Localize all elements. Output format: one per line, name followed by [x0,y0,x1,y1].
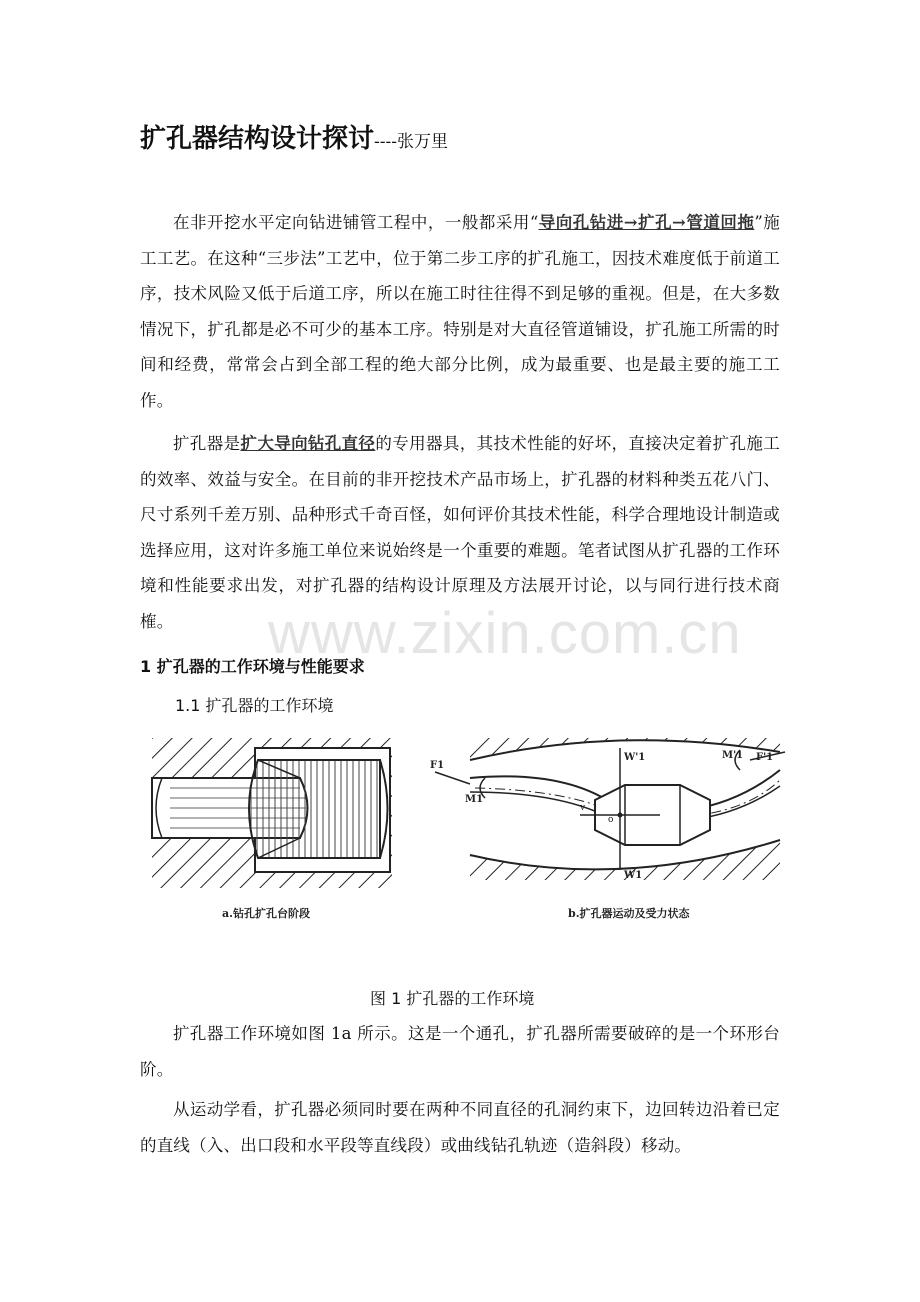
label-f-right: F'1 [756,752,774,763]
figure-1-drawing [140,730,790,905]
title-author: ----张万里 [374,132,448,152]
p1-text-after: ”施工工艺。在这种“三步法”工艺中，位于第二步工序的扩孔施工，因技术难度低于前道工序，技术风险又低于后道工序，所以在施工时往往得不到足够的重视。但是，在大多数情况下，扩孔都是必不可少的基本工序。特别是对大直径管道铺设，扩孔施工所需的时间和经费，常常会占到全部工程的绝大部分比例，成为最重要、也是最主要的施工工作。 [140,213,780,410]
label-v: v [580,803,586,813]
label-w-top: W'1 [624,752,646,763]
figure-1 [140,730,790,925]
body-paragraph-4: 从运动学看，扩孔器必须同时要在两种不同直径的孔洞约束下，边回转边沿着已定的直线（入、出口段和水平段等直线段）或曲线钻孔轨迹（造斜段）移动。 [140,1100,780,1155]
p1-text-before: 在非开挖水平定向钻进铺管工程中，一般都采用“ [173,213,539,232]
title-main: 扩孔器结构设计探讨 [140,124,375,154]
intro-paragraph-2 [140,426,780,640]
watermark: www.zixin.com.cn [268,601,742,666]
body-paragraph-3: 扩孔器工作环境如图 1a 所示。这是一个通孔，扩孔器所需要破碎的是一个环形台阶。 [140,1024,780,1079]
figure-caption-a: a.钻孔扩孔台阶段 [222,907,310,920]
label-m-right: M'1 [722,750,744,761]
p2-text-after: 的专用器具，其技术性能的好坏，直接决定着扩孔施工的效率、效益与安全。在目前的非开挖技术产品市场上，扩孔器的材料种类五花八门、尺寸系列千差万别、品种形式千奇百怪，如何评价其技术性能，科学合理地设计制造或选择应用，这对许多施工单位来说始终是一个重要的难题。笔者试图从扩孔器的工作环境和性能要求出发，对扩孔器的结构设计原理及方法展开讨论，以与同行进行技术商榷。 [140,434,780,631]
section-heading-1: 1 扩孔器的工作环境与性能要求 [140,657,365,676]
document-title [140,118,448,155]
p1-underlined-term: 导向孔钻进→扩孔→管道回拖 [538,213,755,232]
intro-paragraph-1 [140,205,780,419]
label-w-bottom: W1 [624,870,643,881]
p2-underlined-term: 扩大导向钻孔直径 [240,434,376,453]
figure-1-caption: 图 1 扩孔器的工作环境 [370,989,535,1008]
p2-text-before: 扩孔器是 [173,434,241,453]
subsection-heading-1-1: 1.1 扩孔器的工作环境 [175,696,334,715]
figure-a-step-diagram [152,738,392,888]
figure-caption-b: b.扩孔器运动及受力状态 [568,907,690,920]
label-f1: F1 [430,760,445,771]
label-m1: M1 [465,794,484,805]
label-center: o [608,815,614,825]
